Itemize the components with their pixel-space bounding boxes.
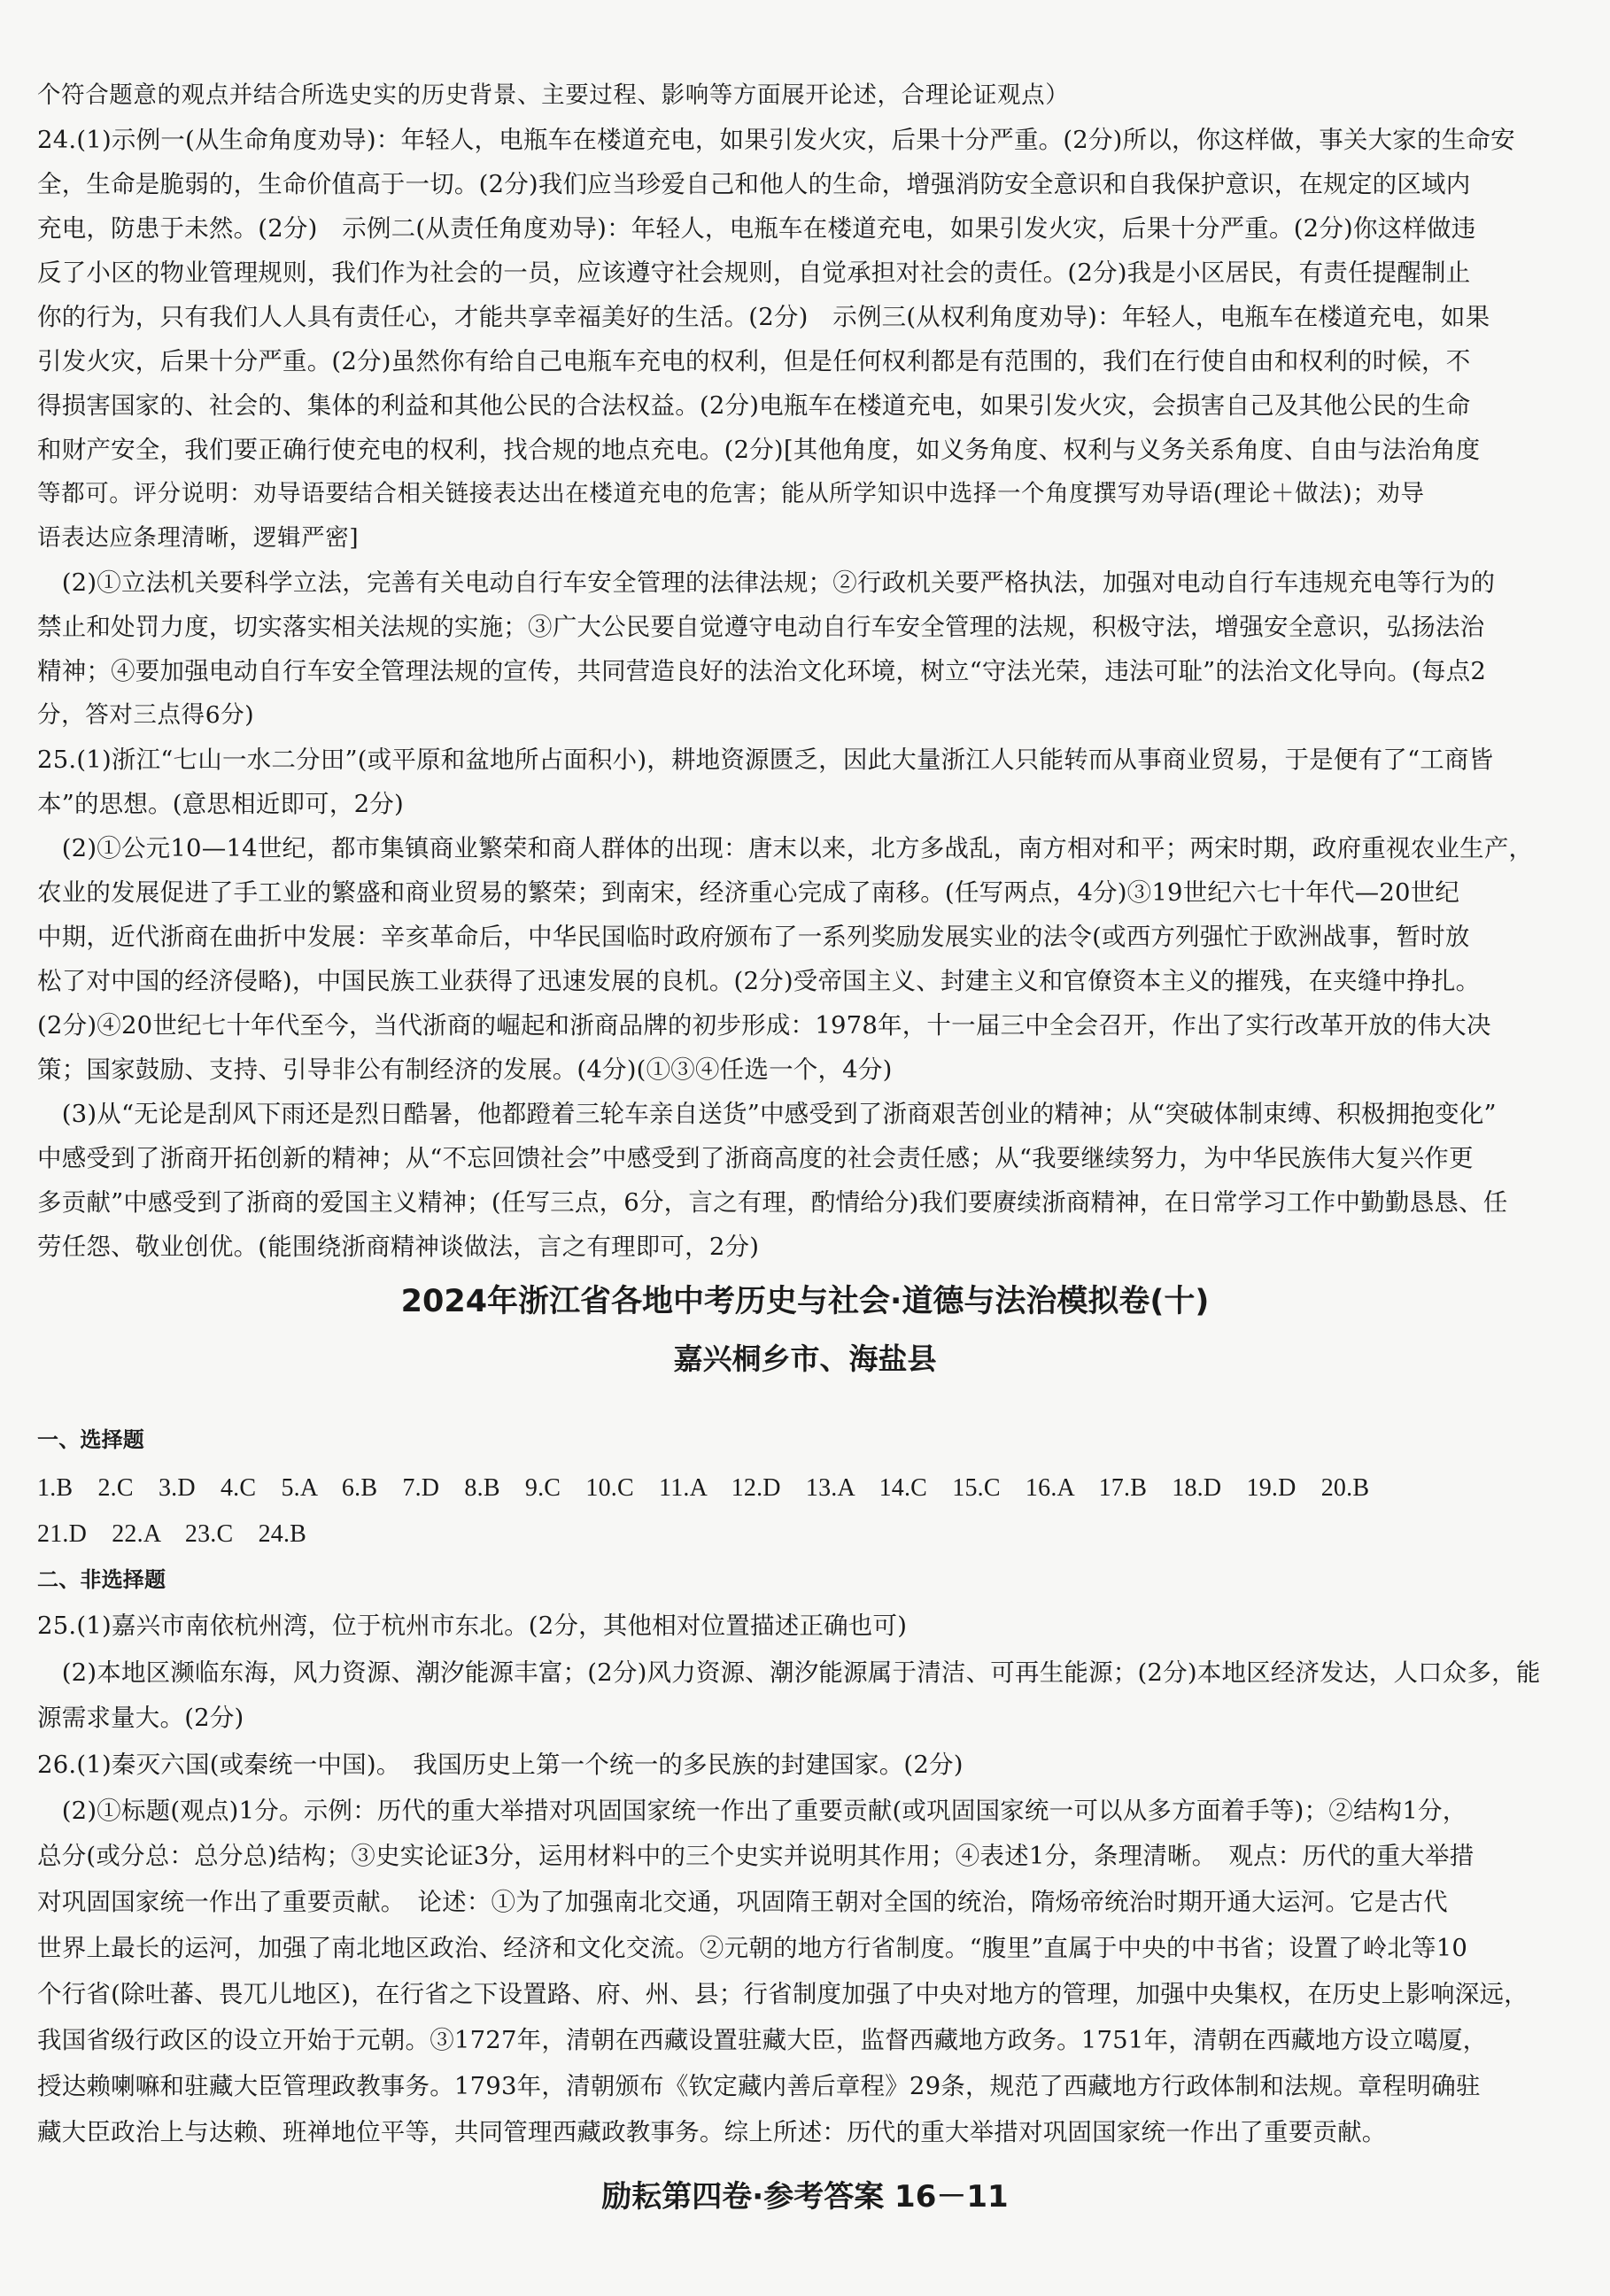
text-line: 总分(或分总：总分总)结构；③史实论证3分，运用材料中的三个史实并说明其作用；④表述1分，条理清晰。 观点：历代的重大举措 [37,1842,1475,1870]
choice-answers-row: 21.D 22.A 23.C 24.B [37,1520,307,1548]
text-line: 松了对中国的经济侵略)，中国民族工业获得了迅速发展的良机。(2分)受帝国主义、封建主义和官僚资本主义的摧残，在夹缝中挣扎。 [37,967,1481,995]
text-line: 农业的发展促进了手工业的繁盛和商业贸易的繁荣；到南宋，经济重心完成了南移。(任写两点，4分)③19世纪六七十年代—20世纪 [37,878,1460,907]
choice-answers-row: 1.B 2.C 3.D 4.C 5.A 6.B 7.D 8.B 9.C 10.C 11.A 12.D 13.A 14.C 15.C 16.A 17.B 18.D 19.D 20.B [37,1474,1370,1502]
text-line: 策；国家鼓励、支持、引导非公有制经济的发展。(4分)(①③④任选一个，4分) [37,1055,893,1084]
text-line: 个符合题意的观点并结合所选史实的历史背景、主要过程、影响等方面展开论述，合理论证观点） [37,81,1070,109]
text-line: 个行省(除吐蕃、畏兀儿地区)，在行省之下设置路、府、州、县；行省制度加强了中央对地方的管理，加强中央集权，在历史上影响深远， [37,1980,1529,2008]
text-line: 劳任怨、敬业创优。(能围绕浙商精神谈做法，言之有理即可，2分) [37,1233,760,1261]
text-line: 25.(1)浙江“七山一水二分田”(或平原和盆地所占面积小)，耕地资源匮乏，因此大量浙江人只能转而从事商业贸易，于是便有了“工商皆 [37,746,1494,774]
text-line: 引发火灾，后果十分严重。(2分)虽然你有给自己电瓶车充电的权利，但是任何权利都是有范围的，我们在行使自由和权利的时候，不 [37,347,1471,375]
text-line: 世界上最长的运河，加强了南北地区政治、经济和文化交流。②元朝的地方行省制度。“腹里”直属于中央的中书省；设置了岭北等10 [37,1934,1468,1962]
page-footer: 励耘第四卷·参考答案 16－11 [601,2179,1009,2215]
text-line: 全，生命是脆弱的，生命价值高于一切。(2分)我们应当珍爱自己和他人的生命，增强消防安全意识和自我保护意识，在规定的区域内 [37,170,1471,198]
text-line: 藏大臣政治上与达赖、班禅地位平等，共同管理西藏政教事务。综上所述：历代的重大举措对巩固国家统一作出了重要贡献。 [37,2118,1387,2146]
text-line: 授达赖喇嘛和驻藏大臣管理政教事务。1793年，清朝颁布《钦定藏内善后章程》29条，规范了西藏地方行政体制和法规。章程明确驻 [37,2072,1481,2100]
text-line: 我国省级行政区的设立开始于元朝。③1727年，清朝在西藏设置驻藏大臣，监督西藏地方政务。1751年，清朝在西藏地方设立噶厦， [37,2026,1488,2054]
text-line: (2)①立法机关要科学立法，完善有关电动自行车安全管理的法律法规；②行政机关要严格执法，加强对电动自行车违规充电等行为的 [37,568,1496,597]
text-line: 源需求量大。(2分) [37,1704,244,1732]
text-line: (3)从“无论是刮风下雨还是烈日酷暑，他都蹬着三轮车亲自送货”中感受到了浙商艰苦创业的精神；从“突破体制束缚、积极拥抱变化” [37,1100,1497,1128]
text-line: 等都可。评分说明：劝导语要结合相关链接表达出在楼道充电的危害；能从所学知识中选择一个角度撰写劝导语(理论＋做法)；劝导 [37,480,1425,507]
text-line: 充电，防患于未然。(2分) 示例二(从责任角度劝导)：年轻人，电瓶车在楼道充电，如果引发火灾，后果十分严重。(2分)你这样做违 [37,214,1476,243]
text-line: 和财产安全，我们要正确行使充电的权利，找合规的地点充电。(2分)[其他角度，如义务角度、权利与义务关系角度、自由与法治角度 [37,436,1481,464]
text-line: 精神；④要加强电动自行车安全管理法规的宣传，共同营造良好的法治文化环境，树立“守法光荣，违法可耻”的法治文化导向。(每点2 [37,657,1487,685]
text-line: 你的行为，只有我们人人具有责任心，才能共享幸福美好的生活。(2分) 示例三(从权利角度劝导)：年轻人，电瓶车在楼道充电，如果 [37,303,1490,331]
exam-subtitle: 嘉兴桐乡市、海盐县 [673,1341,937,1376]
text-line: 禁止和处罚力度，切实落实相关法规的实施；③广大公民要自觉遵守电动自行车安全管理的法规，积极守法，增强安全意识，弘扬法治 [37,613,1485,641]
text-line: 语表达应条理清晰，逻辑严密] [37,524,360,552]
text-line: (2)本地区濒临东海，风力资源、潮汐能源丰富；(2分)风力资源、潮汐能源属于清洁、可再生能源；(2分)本地区经济发达，人口众多，能 [37,1658,1541,1687]
text-line: 26.(1)秦灭六国(或秦统一中国)。 我国历史上第一个统一的多民族的封建国家。(2分) [37,1751,964,1779]
text-line: 分，答对三点得6分) [37,701,255,729]
section-heading-choice: 一、选择题 [37,1427,144,1452]
text-line: (2)①标题(观点)1分。示例：历代的重大举措对巩固国家统一作出了重要贡献(或巩固国家统一可以从多方面着手等)；②结构1分， [37,1797,1467,1825]
exam-title: 2024年浙江省各地中考历史与社会·道德与法治模拟卷(十) [400,1284,1210,1319]
text-line: 25.(1)嘉兴市南依杭州湾，位于杭州市东北。(2分，其他相对位置描述正确也可) [37,1612,908,1640]
text-line: 多贡献”中感受到了浙商的爱国主义精神；(任写三点，6分，言之有理，酌情给分)我们要赓续浙商精神，在日常学习工作中勤勤恳恳、任 [37,1188,1508,1217]
text-line: 本”的思想。(意思相近即可，2分) [37,790,404,818]
text-line: 反了小区的物业管理规则，我们作为社会的一员，应该遵守社会规则，自觉承担对社会的责任。(2分)我是小区居民，有责任提醒制止 [37,259,1471,287]
text-line: 得损害国家的、社会的、集体的利益和其他公民的合法权益。(2分)电瓶车在楼道充电，如果引发火灾，会损害自己及其他公民的生命 [37,391,1471,420]
text-line: 中感受到了浙商开拓创新的精神；从“不忘回馈社会”中感受到了浙商高度的社会责任感；从“我要继续努力，为中华民族伟大复兴作更 [37,1144,1474,1172]
text-line: (2)①公元10—14世纪，都市集镇商业繁荣和商人群体的出现：唐末以来，北方多战乱，南方相对和平；两宋时期，政府重视农业生产， [37,834,1534,862]
text-line: 中期，近代浙商在曲折中发展：辛亥革命后，中华民国临时政府颁布了一系列奖励发展实业的法令(或西方列强忙于欧洲战事，暂时放 [37,923,1470,951]
text-line: 24.(1)示例一(从生命角度劝导)：年轻人，电瓶车在楼道充电，如果引发火灾，后果十分严重。(2分)所以，你这样做，事关大家的生命安 [37,126,1515,154]
text-line: (2分)④20世纪七十年代至今，当代浙商的崛起和浙商品牌的初步形成：1978年，十一届三中全会召开，作出了实行改革开放的伟大决 [37,1011,1491,1040]
section-heading-non-choice: 二、非选择题 [37,1567,166,1592]
text-line: 对巩固国家统一作出了重要贡献。 论述：①为了加强南北交通，巩固隋王朝对全国的统治，隋炀帝统治时期开通大运河。它是古代 [37,1888,1448,1916]
